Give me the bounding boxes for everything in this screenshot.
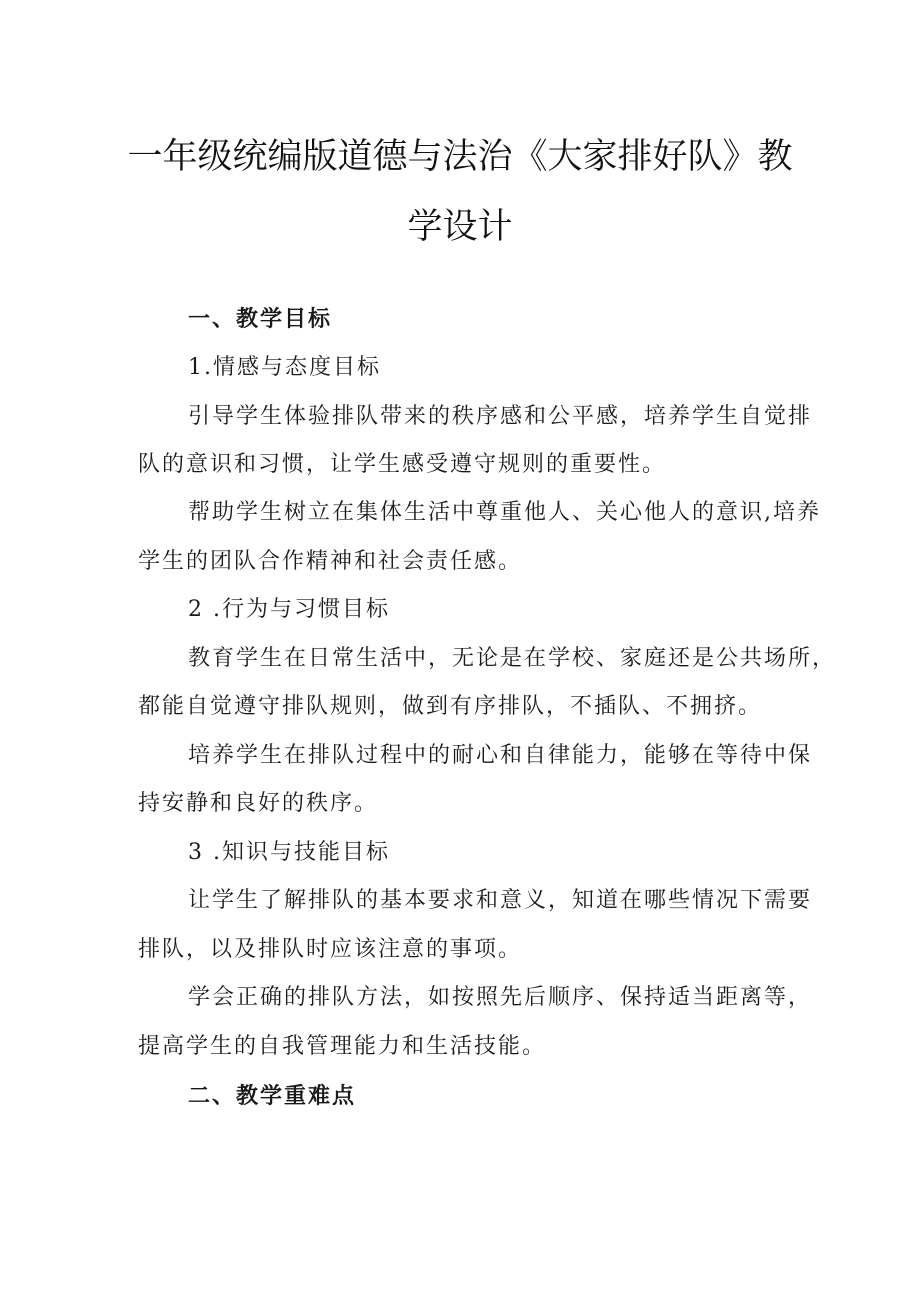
- paragraph-line: 都能自觉遵守排队规则，做到有序排队，不插队、不拥挤。: [138, 694, 763, 719]
- paragraph-line: 队的意识和习惯，让学生感受遵守规则的重要性。: [138, 452, 667, 477]
- subheading-knowledge-skills: 3 .知识与技能目标: [188, 840, 390, 865]
- paragraph-line: 排队，以及排队时应该注意的事项。: [138, 937, 523, 962]
- paragraph-line: 让学生了解排队的基本要求和意义，知道在哪些情况下需要: [188, 888, 813, 913]
- subheading-emotion-attitude: 1.情感与态度目标: [188, 355, 381, 380]
- section-heading-teaching-goals: 一、教学目标: [188, 307, 333, 332]
- section-heading-key-difficulties: 二、教学重难点: [188, 1084, 357, 1109]
- subheading-behavior-habits: 2 .行为与习惯目标: [188, 597, 390, 622]
- document-title-line-2: 学设计: [407, 207, 513, 247]
- document-title-line-1: 一年级统编版道德与法治《大家排好队》教: [127, 137, 793, 177]
- paragraph-line: 提高学生的自我管理能力和生活技能。: [138, 1034, 547, 1059]
- paragraph-line: 学会正确的排队方法，如按照先后顺序、保持适当距离等，: [188, 985, 813, 1010]
- paragraph-line: 帮助学生树立在集体生活中尊重他人、关心他人的意识,培养: [188, 500, 821, 525]
- paragraph-line: 培养学生在排队过程中的耐心和自律能力，能够在等待中保: [188, 743, 813, 768]
- paragraph-line: 学生的团队合作精神和社会责任感。: [138, 549, 523, 574]
- paragraph-line: 持安静和良好的秩序。: [138, 791, 379, 816]
- paragraph-line: 教育学生在日常生活中，无论是在学校、家庭还是公共场所，: [188, 646, 837, 671]
- paragraph-line: 引导学生体验排队带来的秩序感和公平感，培养学生自觉排: [188, 404, 813, 429]
